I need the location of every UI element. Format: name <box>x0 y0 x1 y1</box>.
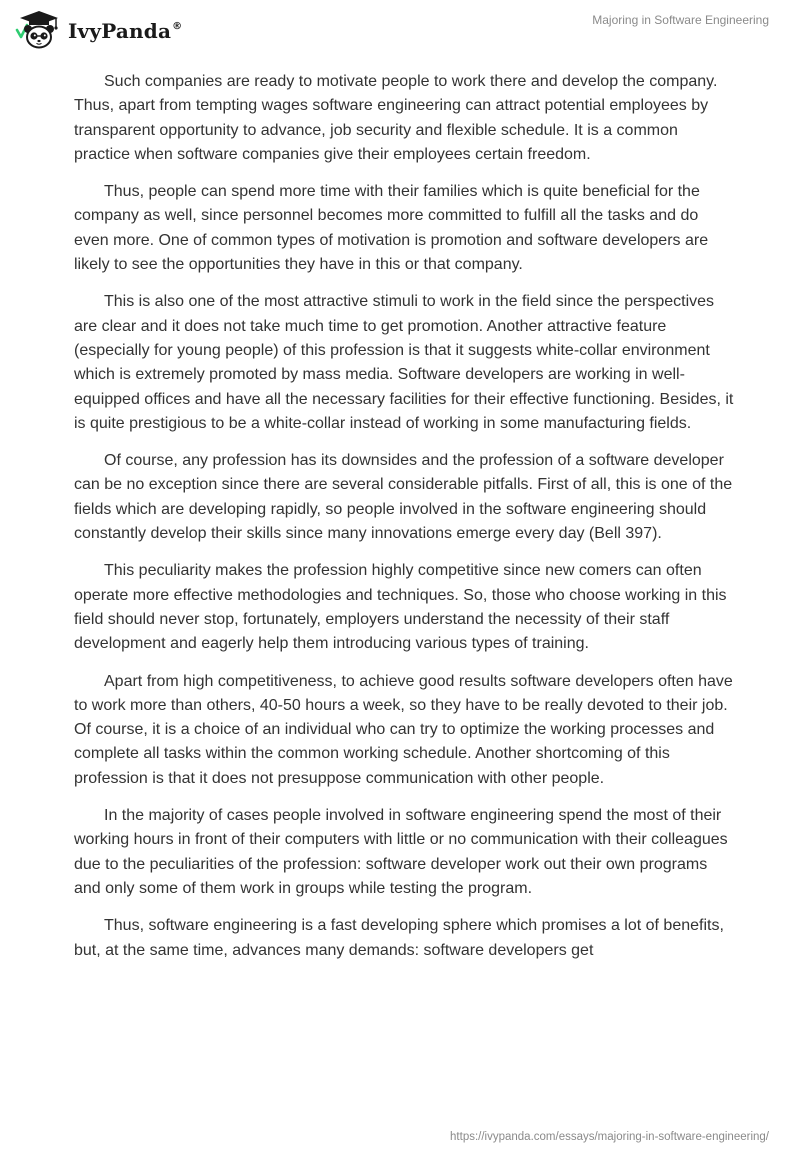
document-title: Majoring in Software Engineering <box>592 13 769 27</box>
panda-graduate-icon <box>14 10 64 50</box>
paragraph: In the majority of cases people involved in software engineering spend the most of their working hours in front of their computers with little or no communication with their colleagues due to the peculiarities of the profession: software developer work out their own programs and only some of them work in groups while testing the program. <box>74 807 728 897</box>
ivypanda-logo[interactable] <box>14 10 182 50</box>
paragraph: Thus, people can spend more time with their families which is quite beneficial for the company as well, since personnel becomes more committed to fulfill all the tasks and do even more. One of common types of motivation is promotion and software developers are likely to see the opportunities they have in this or that company. <box>74 183 709 274</box>
paragraph: Such companies are ready to motivate people to work there and develop the company. Thus, apart from tempting wages software engineering can attract potential employees by transparent opportunity to advance, job security and flexible schedule. It is a common practice when software companies give their employees certain freedom. <box>74 73 718 163</box>
page-header <box>0 0 800 60</box>
brand-name: IvyPanda® <box>68 19 183 43</box>
paragraph: Of course, any profession has its downsides and the profession of a software developer can be no exception since there are several considerable pitfalls. First of all, this is one of the fields which are developing rapidly, so people involved in the software engineering should constantly develop their skills since many innovations emerge every day (Bell 397). <box>74 452 733 543</box>
paragraph: Apart from high competitiveness, to achieve good results software developers often have to work more than others, 40-50 hours a week, so they have to be really devoted to their job. Of course, it is a choice of an individual who can try to optimize the working processes and complete all tasks within the common working schedule. Another shortcoming of this profession is that it does not presuppose communication with other people. <box>74 672 733 787</box>
source-url-link[interactable]: https://ivypanda.com/essays/majoring-in-software-engineering/ <box>450 1131 769 1143</box>
essay-body <box>74 70 734 976</box>
paragraph: This is also one of the most attractive stimuli to work in the field since the perspectives are clear and it does not take much time to get promotion. Another attractive feature (especially for young people) of this profession is that it suggests white-collar environment which is extremely promoted by mass media. Software developers are working in well-equipped offices and have all the necessary facilities for their effective functioning. Besides, it is quite prestigious to be a white-collar instead of working in some manufacturing fields. <box>74 293 734 432</box>
paragraph: This peculiarity makes the profession highly competitive since new comers can often operate more effective methodologies and techniques. So, those who choose working in this field should never stop, fortunately, employers understand the necessity of their staff development and eagerly help them introducing various types of training. <box>74 562 727 653</box>
registered-mark: ® <box>172 21 183 32</box>
paragraph: Thus, software engineering is a fast developing sphere which promises a lot of benefits, but, at the same time, advances many demands: software developers get <box>74 917 724 959</box>
